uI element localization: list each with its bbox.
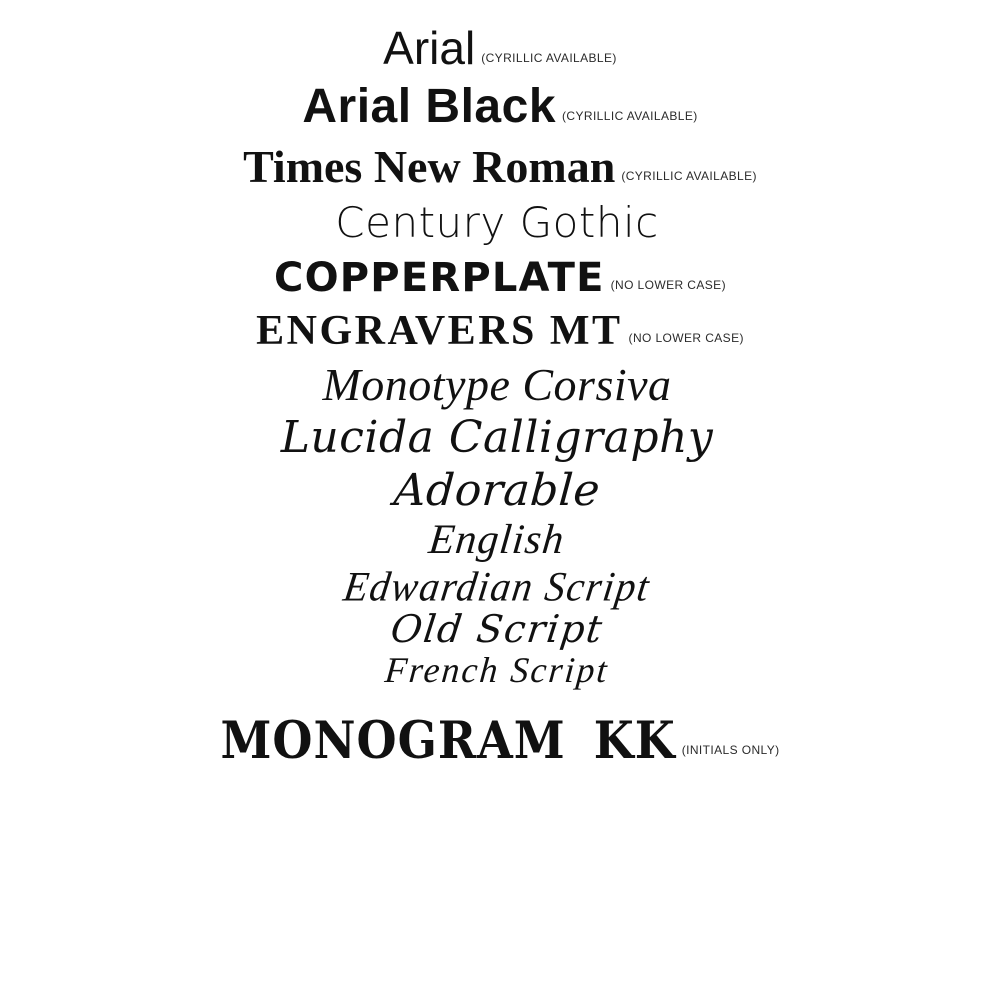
monogram-initials: KK [593, 709, 676, 770]
font-note-times-new-roman: (CYRILLIC AVAILABLE) [621, 168, 757, 183]
font-name-monogram: MONOGRAM [220, 709, 566, 770]
font-sample-row-monogram [0, 709, 1000, 770]
font-name-engravers-mt: ENGRAVERS MT [256, 308, 623, 355]
font-name-french-script: French Script [383, 649, 611, 690]
font-name-adorable: Adorable [392, 464, 602, 516]
font-sample-row [0, 412, 1000, 464]
font-sample-row [0, 361, 1000, 409]
font-name-lucida-calligraphy: Lucida Calligraphy [280, 412, 714, 464]
font-note-arial: (CYRILLIC AVAILABLE) [481, 51, 617, 65]
font-sample-row [0, 464, 1000, 516]
font-sample-row [0, 197, 1000, 247]
font-name-edwardian-script: Edwardian Script [340, 562, 654, 611]
font-name-english: English [426, 516, 568, 563]
font-sample-row [0, 140, 1000, 192]
font-name-century-gothic: Century Gothic [335, 197, 659, 247]
font-name-times-new-roman: Times New Roman [243, 140, 616, 192]
font-sample-row [0, 309, 1000, 353]
font-sample-row [0, 255, 1000, 302]
font-note-copperplate: (NO LOWER CASE) [610, 278, 726, 293]
font-sample-row [0, 82, 1000, 132]
font-sample-row [0, 24, 1000, 72]
font-note-engravers-mt: (NO LOWER CASE) [628, 331, 744, 346]
font-name-arial-black: Arial Black [302, 80, 557, 134]
font-sample-row [0, 649, 1000, 690]
font-name-arial: Arial [383, 22, 476, 74]
font-name-copperplate: COPPERPLATE [274, 255, 605, 302]
font-sample-row [0, 518, 1000, 562]
font-name-monotype-corsiva: Monotype Corsiva [322, 359, 672, 411]
font-sample-row [0, 562, 1000, 611]
font-sample-row [0, 606, 1000, 651]
font-note-monogram: (INITIALS ONLY) [681, 742, 780, 757]
font-name-old-script: Old Script [388, 606, 606, 651]
font-note-arial-black: (CYRILLIC AVAILABLE) [562, 109, 698, 124]
